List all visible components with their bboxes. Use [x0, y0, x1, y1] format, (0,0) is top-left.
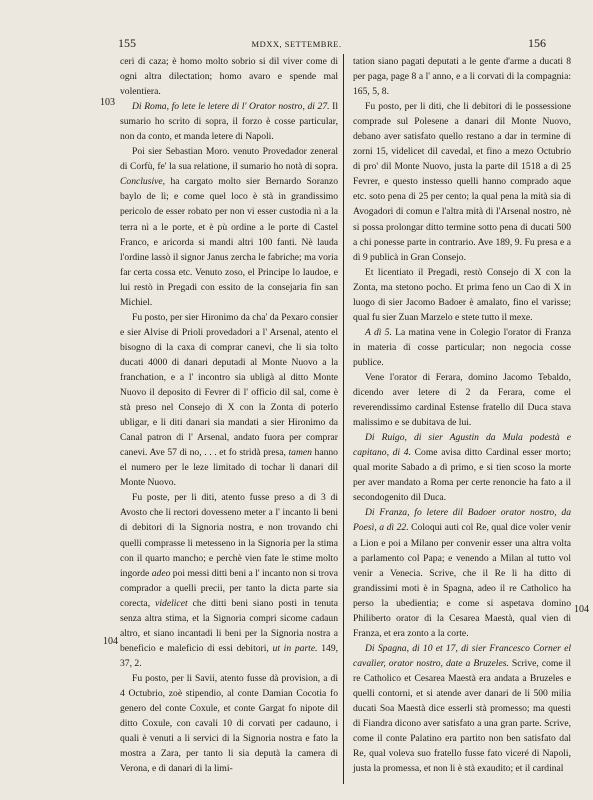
text: ha cargato molto sier Bernardo Soranzo baylo de lì; e come quel loco è stà in grandissimo pericolo de esser robato per non vi esser custodia nì a la terra nì a le porte, et è pù ordine a le porte di Castel Franco, e aricorda si mandi altri 100 fanti. Nè lauda l'ordine lassò il signor Janus zercha le fabriche; ma voria far certa cossa etc. Venuto zoso, el Principe lo laudoe, e lui restò in Pregadi con essito de la consejaria fin san Michiel. [120, 176, 338, 308]
paragraph [120, 144, 338, 310]
text: Il sumario ho scrito di sopra, il forzo è cosse particular, non da conto, et manda letere di Napoli. [120, 101, 339, 143]
paragraph [120, 490, 338, 671]
text: 149, 37, 2. [120, 642, 339, 669]
paragraph: Vene l'orator di Ferara, domino Jacomo Tebaldo, dicendo aver letere di 2 da Ferara, come el reverendissimo cardinal Estense fratello dil Duca stava malissimo e se dubitava de lui. [353, 371, 571, 429]
paragraph: Fu posto, per li diti, che li debitori di le possessione comprade sul Polesene a danari dil Monte Nuovo, debano aver satisfato quello restano a dar in termine di zorni 15, videlicet dil cavedal, et fino a mezo Octubrio di pro' dil Monte Nuovo, justa la parte dil 1518 a dì 25 Fevrer, e questo instesso quelli hanno comprado aque etc. soto pena di 25 per cento; la qual pena la mità sia di Avogadori di comun e l'altra mità di l'Arsenal nostro, nè si possa prolongar ditto termine sotto pena di ducati 500 a chi ponesse parte in contrario. Ave 189, 9. Fu presa e a dì 9 publicà in Gran Consejo. [353, 101, 571, 263]
italic-text: videlicet [155, 597, 188, 609]
margin-number-104-right: 104 [574, 604, 589, 615]
text: Poi sier Sebastian Moro. venuto Provedador zeneral di Corfù, fe' la sua relatione, il sumario ho notà di sopra. [120, 146, 338, 173]
text: Fu poste, per li diti, atento fusse preso a dì 3 di Avosto che li rectori dovesseno meter a l' incanto li beni di debitori di la Signoria nostra, e non trovando chi quelli comprasse li metesseno in la Signoria per la stima con il quarto mancho; e perchè vien fate le stime molto ingorde [120, 492, 338, 579]
paragraph [353, 505, 571, 640]
heading-franza: Di Franza, fo letere dil Badoer orator nostro, da Poesì, a dì 22. [353, 507, 571, 534]
paragraph: Fu posto, per li Savii, atento fusse dà provision, a dì 4 Octubrio, zoè stipendio, al conte Damian Cocotia fo genero del conte Coxule, et conte Gargat fo nipote dil ditto Coxule, con cavali 10 di corvati per cadauno, i quali è venuti a li servici di la Signoria nostra e fato la mostra a Zara, per tanto li sia deputà la camera di Verona, e di danari di la limi- [120, 672, 338, 775]
right-page-number: 156 [528, 36, 546, 50]
left-page-number: 155 [118, 36, 136, 50]
paragraph: tation siano pagati deputati a le gente d'arme a ducati 8 per paga, page 8 a l' anno, e a li corvati di la compagnia: 165, 5, 8. [353, 56, 571, 98]
paragraph [353, 641, 571, 776]
text: Come avisa ditto Cardinal esser morto; qual morite Sabado a dì primo, e si tien scoso la morte per aver mandato a Roma per certe renoncie ha fato a il secondogenito dil Duca. [353, 447, 571, 504]
text: hanno el numero per le leze limitado di tochar li danari dil Monte Nuovo. [120, 447, 338, 489]
italic-text: adeo [151, 567, 171, 579]
heading-spagna: Di Spagna, di 10 et 17, di sier Francesco Corner el cavalier, orator nostro, date a Bruzeles. [353, 642, 571, 669]
text: Fu posto, per sier Hironimo da cha' da Pexaro consier e sier Alvise di Prioli provedadori a l' Arsenal, atento el bisogno di la caxa di comprar canevi, che li sia tolto ducati 4000 di danari deputadi al Monte Nuovo a la franchation, e a l' incontro sia ubligà al ditto Monte Nuovo il deposito di Fevrer di l' officio dil sal, come è stà preso nel Consejo di X con la Zonta di poterlo ubligar, e li diti danari sia mandati a sier Hironimo da Canal patron di l' Arsenal, andato fuora per comprar canevi. Ave 57 di no, . . . et fo stridà presa, [120, 311, 338, 459]
left-column [120, 54, 338, 776]
right-column [353, 54, 571, 776]
paragraph: Et licentiato il Pregadi, restò Consejo di X con la Zonta, ma stetono pocho. Et prima feno un Cao di X in luogo di sier Jacomo Badoer è amalato, fino el varisse; qual fu sier Zuan Marzelo e stete tutto il mexe. [353, 266, 571, 323]
paragraph [353, 430, 571, 505]
margin-number-104-left: 104 [103, 636, 118, 647]
paragraph: ceri di caza; è homo molto sobrio si dil viver come di ogni altra dilectation; homo avaro e spende mal volentiera. [120, 56, 338, 98]
italic-text: tamen [288, 447, 312, 459]
text: che ditti beni siano posti in tenuta senza altra stima, et la Signoria compri sicome cadaun altro, et siano incantadi li beni per la Signoria nostra a beneficio e maleficio di essi debitori, [120, 597, 338, 654]
running-title: MDXX, SETTEMBRE. [251, 39, 342, 49]
heading-rome: Di Roma, fo lete le letere di l' Orator nostro, di 27. [132, 101, 330, 113]
italic-text: A dì 5. [365, 326, 392, 338]
text: poi messi ditti beni a l' incanto non si trova comprador a quelli precii, per tanto la dicta parte sia corecta, [120, 567, 338, 609]
column-divider [343, 54, 344, 784]
italic-text: ut in parte. [272, 642, 318, 654]
paragraph [120, 310, 338, 491]
text: Coloqui auti col Re, qual dice voler venir a Lion e poi a Milano per convenir esser una altra volta a parlamento col Papa; e venendo a Milan al tutto vol venir a Venecia. Scrive, che il Re li ha ditto di grandissimi moti è in Spagna, adeo il re Catholico ha perso la ubedientia; e come si aspetava domino Philiberto orator di la Cesarea Maestà, qual vien di Franza, et era zonto a la corte. [353, 522, 571, 639]
text: Scrive, come il re Catholico et Cesarea Maestà era andata a Bruzeles e quelli contorni, et si atende aver danari de li 500 milia ducati Soa Maestà dice esserli stà promesso; ma questi di Fiandra dicono aver satisfato a una gran parte. Scrive, come il conte Palatino era partito non ben satisfato dal Re, qual voleva suo fratello fusse fato viceré di Napoli, justa la promessa, et non li è stà exaudito; et il cardinal [353, 657, 571, 775]
text: La matina vene in Colegio l'orator di Franza in materia di cosse particular; non negocia cosse publice. [353, 326, 571, 368]
italic-text: Conclusive, [120, 176, 166, 188]
heading-ruigo: Di Ruigo, di sier Agustin da Mula podestà e capitano, di 4. [353, 432, 571, 459]
paragraph [353, 325, 571, 370]
margin-number-103: 103 [100, 97, 115, 108]
paragraph [120, 99, 338, 144]
